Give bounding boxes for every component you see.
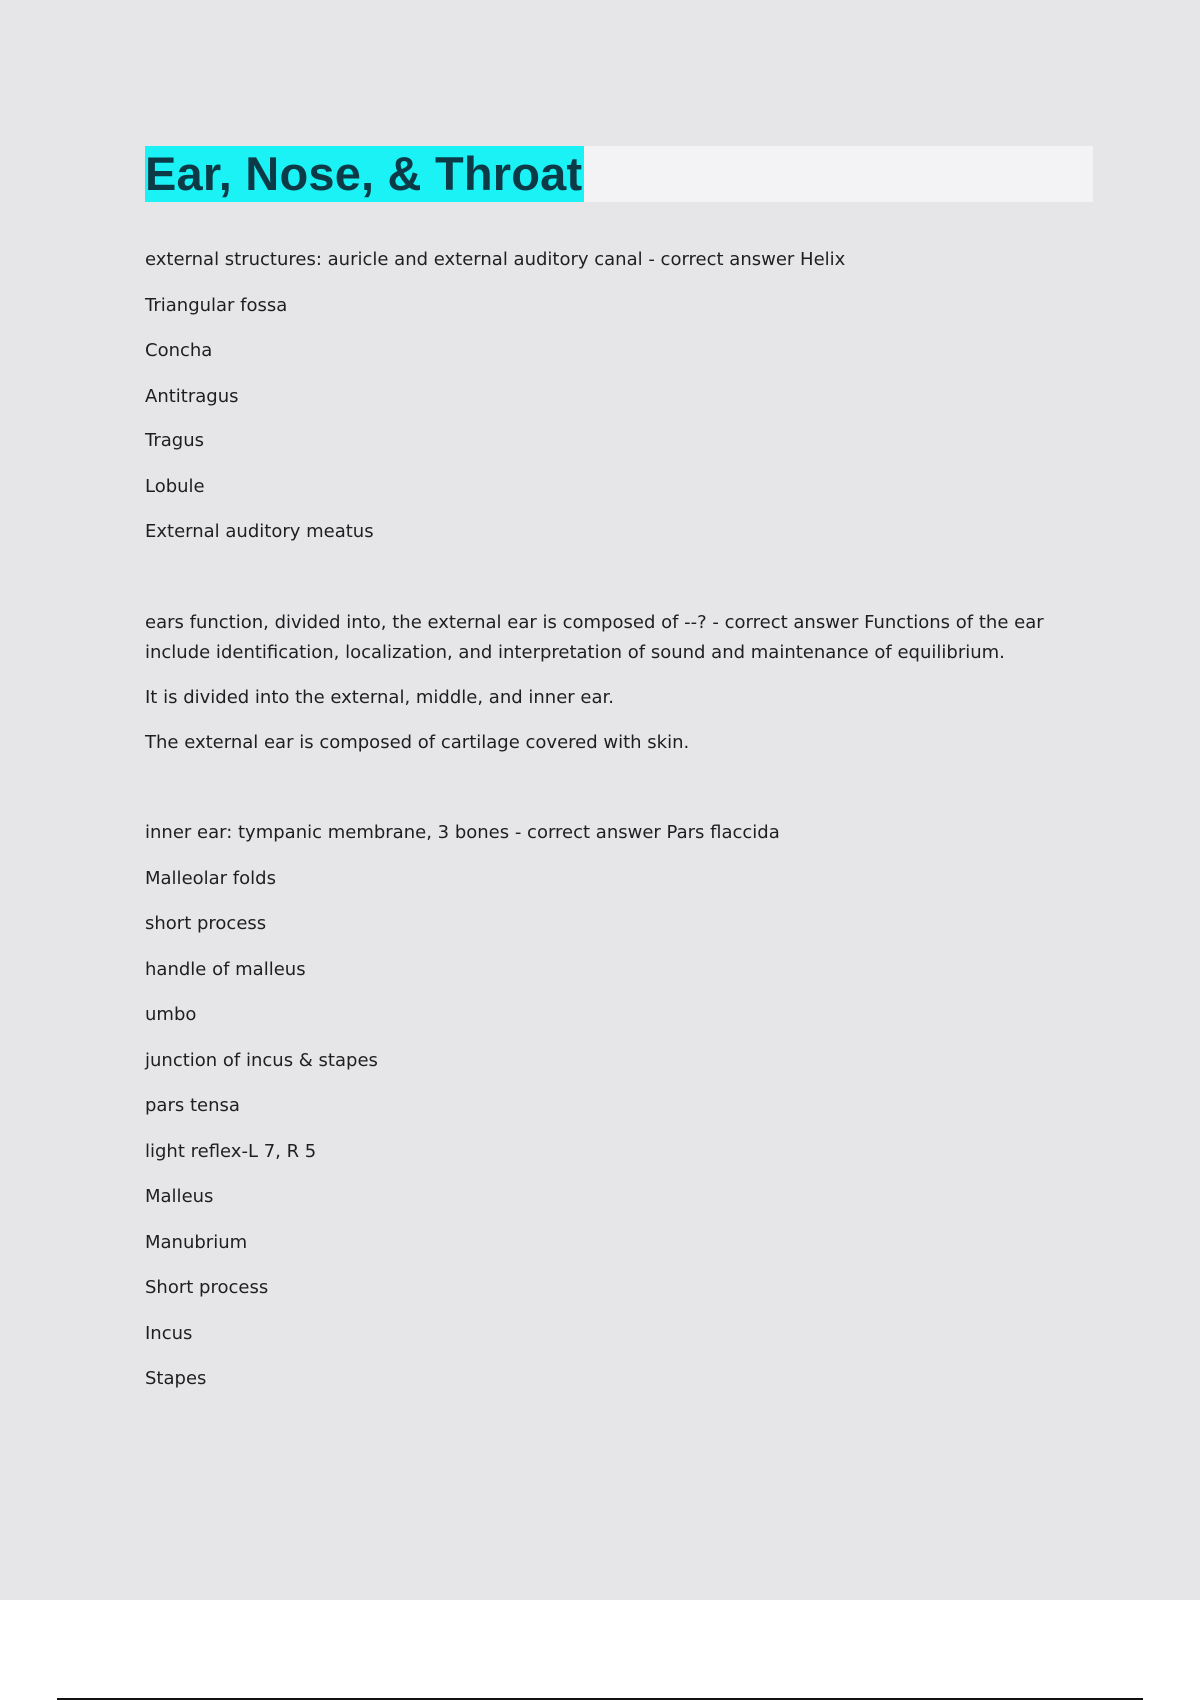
list-item: Malleolar folds	[145, 868, 276, 889]
list-item: Stapes	[145, 1368, 207, 1389]
list-item: Manubrium	[145, 1232, 248, 1253]
list-item: handle of malleus	[145, 959, 306, 980]
document-title: Ear, Nose, & Throat	[145, 147, 583, 200]
list-item: Incus	[145, 1323, 193, 1344]
list-item: Short process	[145, 1277, 269, 1298]
list-item: junction of incus & stapes	[145, 1050, 378, 1071]
section2-question: ears function, divided into, the external ear is composed of --? - correct answer Functions of the ear include identification, localization, and interpretation of sound and maintenance of equilibrium.	[145, 612, 1044, 663]
list-item: Malleus	[145, 1186, 214, 1207]
section3-question: inner ear: tympanic membrane, 3 bones - correct answer Pars flaccida	[145, 822, 780, 843]
list-item: Triangular fossa	[145, 295, 288, 316]
list-item: light reflex-L 7, R 5	[145, 1141, 317, 1162]
section1-question: external structures: auricle and external auditory canal - correct answer Helix	[145, 249, 846, 270]
list-item: pars tensa	[145, 1095, 240, 1116]
list-item: Concha	[145, 340, 213, 361]
list-item: Antitragus	[145, 386, 239, 407]
list-item: The external ear is composed of cartilage covered with skin.	[145, 732, 690, 753]
list-item: Tragus	[145, 430, 204, 451]
list-item: External auditory meatus	[145, 521, 374, 542]
list-item: It is divided into the external, middle, and inner ear.	[145, 687, 614, 708]
list-item: umbo	[145, 1004, 197, 1025]
list-item: short process	[145, 913, 267, 934]
list-item: Lobule	[145, 476, 205, 497]
